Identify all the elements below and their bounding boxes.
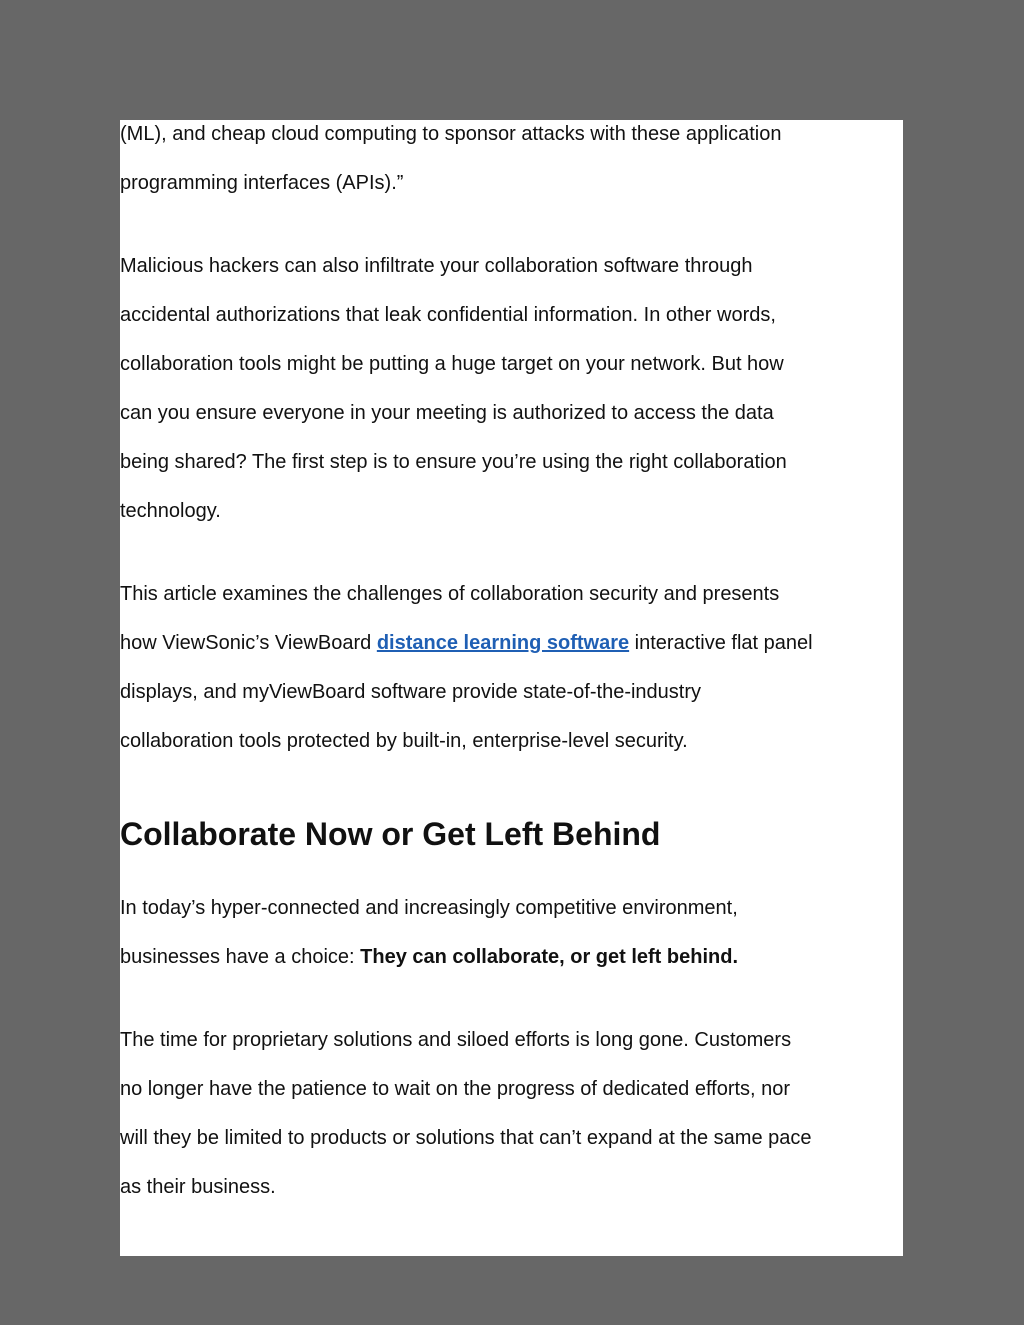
section-heading: Collaborate Now or Get Left Behind xyxy=(120,816,661,852)
paragraph-line: technology. xyxy=(120,500,221,522)
paragraph-line: The time for proprietary solutions and siloed efforts is long gone. Customers xyxy=(120,1029,792,1051)
document-page xyxy=(120,120,903,1256)
text-run: interactive flat panel xyxy=(629,632,813,654)
paragraph-line: as their business. xyxy=(120,1176,276,1198)
text-run: how ViewSonic’s ViewBoard xyxy=(120,632,377,654)
paragraph-line: In today’s hyper-connected and increasingly competitive environment, xyxy=(120,897,738,919)
paragraph-line: accidental authorizations that leak confidential information. In other words, xyxy=(120,304,776,326)
paragraph-line: collaboration tools protected by built-in, enterprise-level security. xyxy=(120,730,688,752)
paragraph-line: will they be limited to products or solutions that can’t expand at the same pace xyxy=(120,1127,812,1149)
paragraph-line: being shared? The first step is to ensure you’re using the right collaboration xyxy=(120,451,787,473)
paragraph-line: no longer have the patience to wait on the progress of dedicated efforts, nor xyxy=(120,1078,791,1100)
paragraph-line xyxy=(120,631,813,655)
paragraph-line xyxy=(120,945,738,969)
paragraph-line: This article examines the challenges of collaboration security and presents xyxy=(120,583,780,605)
paragraph-line: displays, and myViewBoard software provide state-of-the-industry xyxy=(120,681,702,703)
bold-emphasis: They can collaborate, or get left behind. xyxy=(360,946,738,968)
text-run: businesses have a choice: xyxy=(120,946,361,968)
distance-learning-software-link[interactable]: distance learning software xyxy=(376,632,630,654)
paragraph-line: Malicious hackers can also infiltrate your collaboration software through xyxy=(120,255,753,277)
paragraph-line: (ML), and cheap cloud computing to sponsor attacks with these application xyxy=(120,123,782,145)
paragraph-line: collaboration tools might be putting a huge target on your network. But how xyxy=(120,353,784,375)
paragraph-line: programming interfaces (APIs).” xyxy=(120,172,404,194)
paragraph-line: can you ensure everyone in your meeting is authorized to access the data xyxy=(120,402,774,424)
